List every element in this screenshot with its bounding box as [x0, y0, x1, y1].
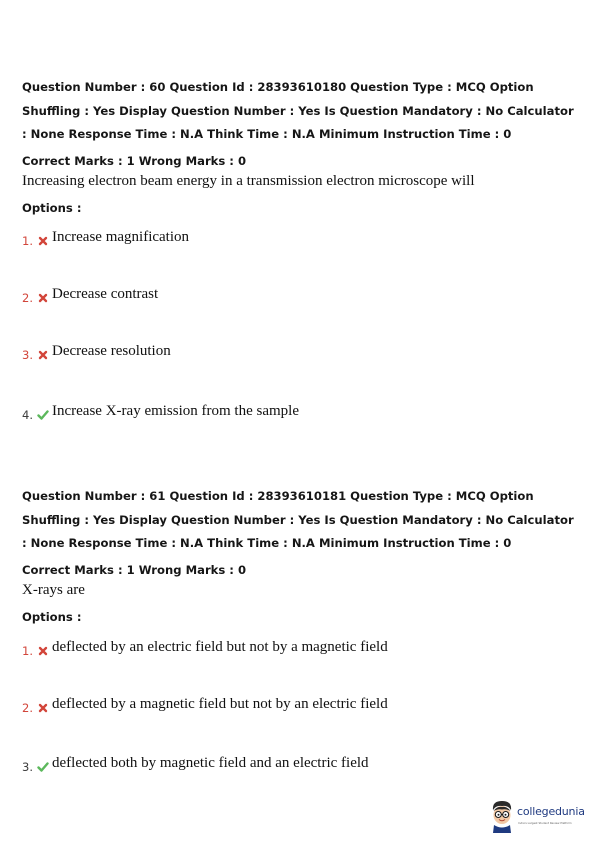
cross-icon — [37, 349, 49, 361]
option-number: 2. — [22, 291, 33, 305]
cross-icon — [37, 292, 49, 304]
question-text: X-rays are — [22, 582, 85, 598]
option-text: Increase magnification — [52, 229, 190, 245]
option-number: 2. — [22, 701, 33, 715]
check-icon — [37, 761, 49, 773]
question-marks: Correct Marks : 1 Wrong Marks : 0 — [22, 154, 247, 168]
option-text: deflected by an electric field but not by a magnetic field — [52, 639, 388, 655]
question-marks: Correct Marks : 1 Wrong Marks : 0 — [22, 563, 247, 577]
option-text: deflected both by magnetic field and an electric field — [52, 755, 369, 771]
logo-tagline: India's Largest Student Review Platform — [518, 821, 572, 825]
option-number: 3. — [22, 348, 33, 362]
option-text: Decrease contrast — [52, 286, 159, 302]
question-meta: Question Number : 60 Question Id : 28393610180 Question Type : MCQ Option Shuffling : Yes Display Question Number : Yes Is Question Mandatory : No Calculator : None Response Time : N.A Think Time : N.A Minimum Instruction Time : 0 — [22, 80, 574, 141]
mascot-icon — [489, 799, 515, 833]
cross-icon — [37, 645, 49, 657]
option-text: deflected by a magnetic field but not by an electric field — [52, 696, 388, 712]
check-icon — [37, 409, 49, 421]
question-meta: Question Number : 61 Question Id : 28393610181 Question Type : MCQ Option Shuffling : Yes Display Question Number : Yes Is Question Mandatory : No Calculator : None Response Time : N.A Think Time : N.A Minimum Instruction Time : 0 — [22, 489, 574, 550]
cross-icon — [37, 702, 49, 714]
option-number: 4. — [22, 408, 33, 422]
options-label: Options : — [22, 201, 82, 215]
cross-icon — [37, 235, 49, 247]
option-number: 3. — [22, 760, 33, 774]
options-label: Options : — [22, 610, 82, 624]
option-text: Increase X-ray emission from the sample — [52, 403, 299, 419]
option-number: 1. — [22, 234, 33, 248]
option-number: 1. — [22, 644, 33, 658]
logo-name: collegedunia — [517, 805, 585, 818]
question-text: Increasing electron beam energy in a transmission electron microscope will — [22, 173, 475, 189]
collegedunia-logo — [489, 799, 593, 835]
option-text: Decrease resolution — [52, 343, 171, 359]
